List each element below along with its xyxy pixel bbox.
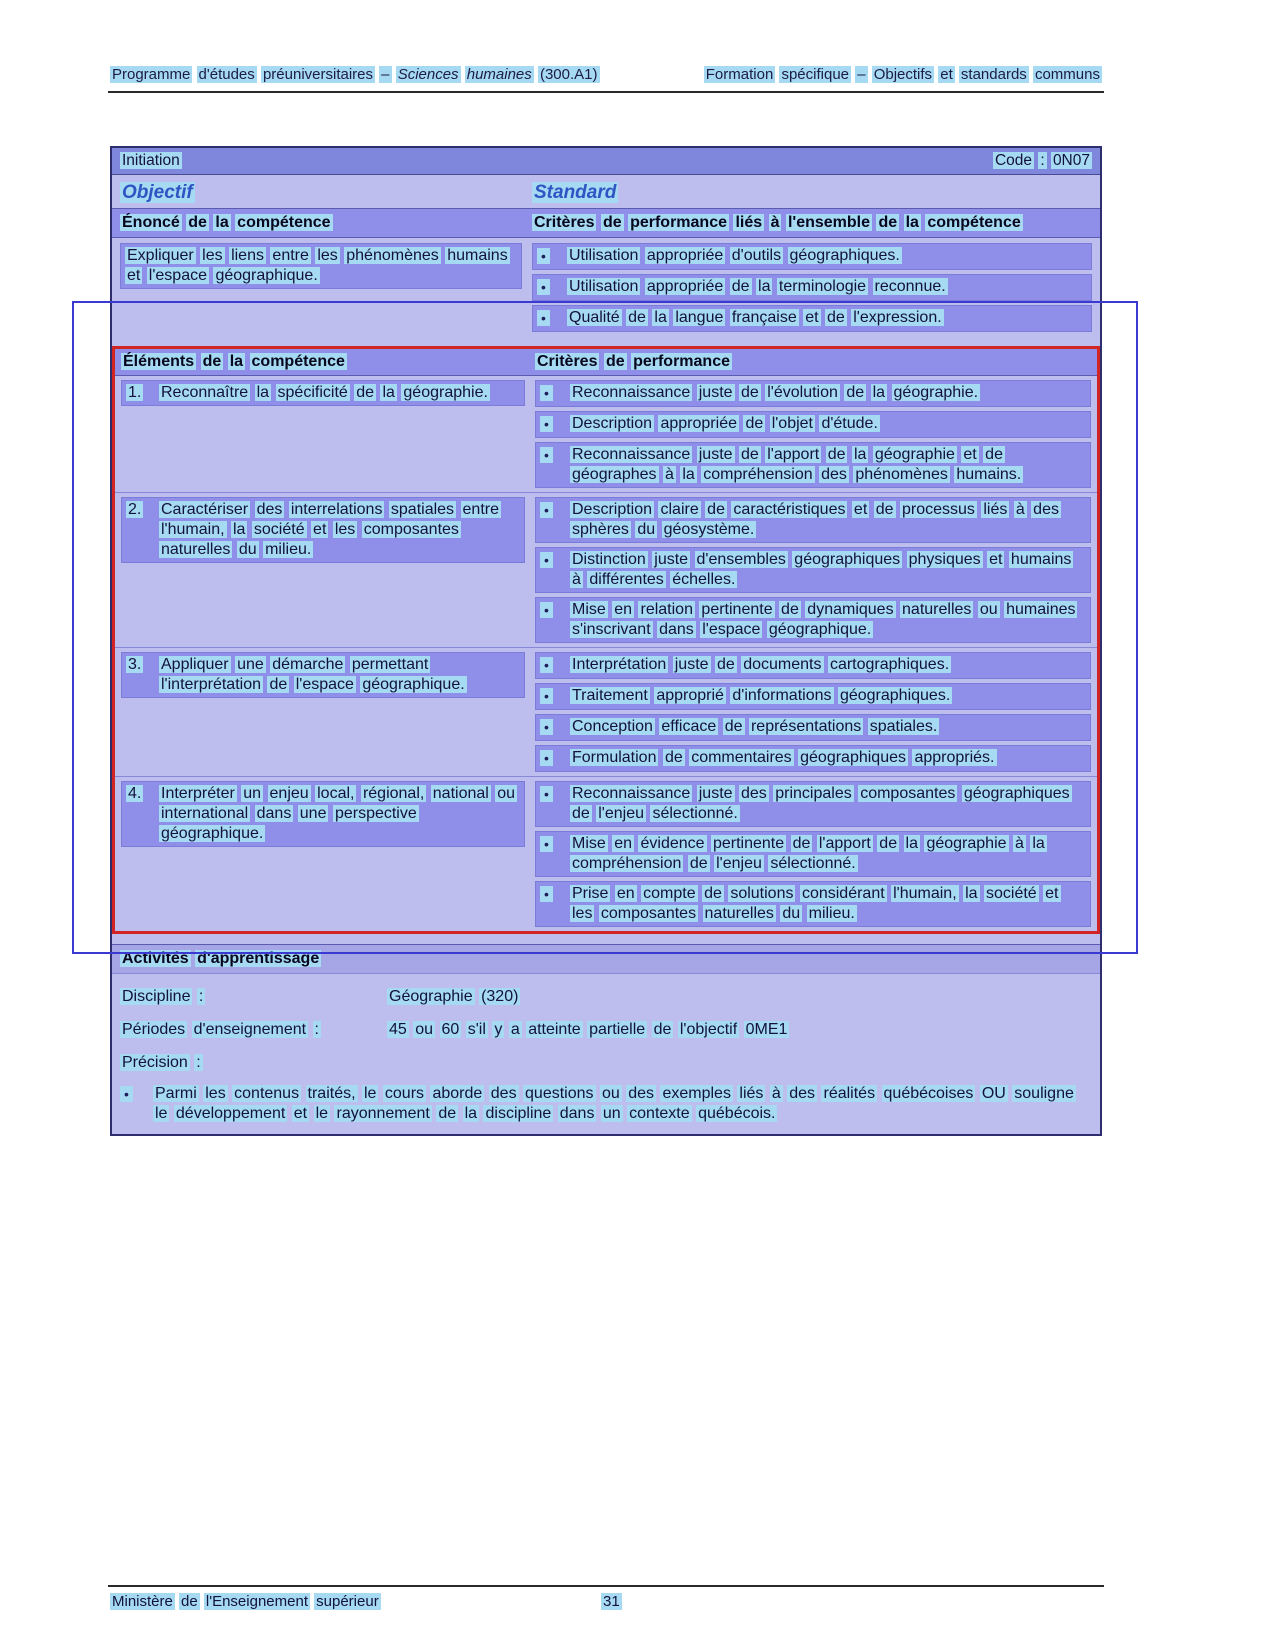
criterion-text: Mise en relation pertinente de dynamiques naturelles ou humaines s'inscrivant dans l'espace géographique. [572, 601, 1076, 638]
criterion-text: Conception efficace de représentations spatiales. [572, 718, 938, 735]
criterion-item [535, 881, 1091, 927]
bullet-icon: • [537, 310, 550, 326]
bullet-icon: • [540, 657, 553, 673]
criterion-text: Description claire de caractéristiques et de processus liés à des sphères du géosystème. [572, 501, 1059, 538]
elements-header: Éléments de la compétence [123, 353, 345, 370]
element-row [115, 492, 1097, 647]
element-text: Reconnaître la spécificité de la géographie. [161, 384, 488, 401]
enonce-text: Expliquer les liens entre les phénomènes humains et l'espace géographique. [120, 243, 522, 289]
precision-text: Parmi les contenus traités, le cours aborde des questions ou des exemples liés à des réalités québécoises OU souligne le développement et le rayonnement de la discipline dans un contexte québécois. [155, 1085, 1074, 1122]
element-row [115, 647, 1097, 776]
bullet-icon: • [540, 602, 553, 618]
performance-header: Critères de performance [537, 353, 730, 370]
bullet-icon: • [537, 279, 550, 295]
sheet-title: Initiation [122, 152, 180, 169]
discipline-row [112, 987, 1100, 1007]
standard-label: Standard [534, 182, 617, 203]
elements-section [112, 346, 1100, 934]
objectif-label: Objectif [122, 182, 193, 203]
periodes-value: 45 ou 60 s'il y a atteinte partielle de l'objectif 0ME1 [389, 1021, 788, 1038]
criterion-item [535, 442, 1091, 488]
bullet-icon: • [540, 552, 553, 568]
bullet-icon: • [540, 786, 553, 802]
criterion-item [535, 714, 1091, 741]
objective-sheet [110, 146, 1102, 1136]
element-row [115, 376, 1097, 492]
bullet-icon: • [540, 502, 553, 518]
periodes-label: Périodes d'enseignement : [122, 1021, 319, 1038]
bullet-icon: • [540, 416, 553, 432]
enonce-header: Énoncé de la compétence [122, 214, 331, 231]
global-competence-row [112, 238, 1100, 338]
sheet-code: Code : 0N07 [994, 152, 1090, 169]
footer-rule [108, 1585, 1104, 1587]
element-number: 1. [128, 384, 142, 401]
criterion-item [535, 380, 1091, 407]
element-text: Appliquer une démarche permettant l'interprétation de l'espace géographique. [161, 656, 465, 693]
precision-row [112, 1053, 1100, 1073]
header-rule [108, 91, 1104, 93]
criterion-text: Reconnaissance juste de l'apport de la géographie et de géographes à la compréhension des phénomènes humains. [572, 446, 1022, 483]
criterion-item [532, 243, 1092, 270]
element-number: 3. [128, 656, 142, 673]
sheet-title-band [112, 148, 1100, 175]
criterion-text: Description appropriée de l'objet d'étude. [572, 415, 878, 432]
periodes-row [112, 1020, 1100, 1040]
criterion-item [535, 411, 1091, 438]
element-text: Interpréter un enjeu local, régional, national ou international dans une perspective géographique. [161, 785, 516, 842]
page-header-left [110, 66, 600, 83]
discipline-label: Discipline : [122, 988, 204, 1005]
precision-bullet-row [112, 1084, 1100, 1134]
element-text: Caractériser des interrelations spatiales entre l'humain, la société et les composantes naturelles du milieu. [161, 501, 499, 558]
criteres-header: Critères de performance liés à l'ensemble de la compétence [534, 214, 1021, 231]
bullet-icon: • [540, 688, 553, 704]
header-left-program: Sciences humaines [397, 66, 532, 83]
criterion-text: Prise en compte de solutions considérant l'humain, la société et les composantes naturelles du milieu. [572, 885, 1059, 922]
criterion-item [532, 274, 1092, 301]
bullet-icon: • [540, 719, 553, 735]
header-left-code: (300.A1) [539, 66, 598, 83]
bullet-icon: • [120, 1086, 133, 1102]
criterion-text: Mise en évidence pertinente de l'apport de la géographie à la compréhension de l'enjeu sélectionné. [572, 835, 1045, 872]
criterion-text: Reconnaissance juste des principales composantes géographiques de l'enjeu sélectionné. [572, 785, 1070, 822]
element-number: 4. [128, 785, 142, 802]
criterion-text: Utilisation appropriée d'outils géographiques. [569, 247, 900, 264]
criterion-item [535, 597, 1091, 643]
criterion-text: Qualité de la langue française et de l'expression. [569, 309, 942, 326]
criterion-item [535, 497, 1091, 543]
criterion-item [535, 652, 1091, 679]
element-number: 2. [128, 501, 142, 518]
bullet-icon: • [540, 750, 553, 766]
elements-headers-row [115, 349, 1097, 376]
criterion-item [535, 781, 1091, 827]
bullet-icon: • [540, 385, 553, 401]
criterion-item [535, 683, 1091, 710]
criterion-item [535, 547, 1091, 593]
criterion-text: Interprétation juste de documents cartographiques. [572, 656, 950, 673]
bullet-icon: • [540, 836, 553, 852]
page-header-right: Formation spécifique – Objectifs et standards communs [705, 66, 1100, 83]
criterion-item [535, 831, 1091, 877]
footer-ministry: Ministère de l'Enseignement supérieur [112, 1593, 379, 1610]
criterion-text: Utilisation appropriée de la terminologie reconnue. [569, 278, 946, 295]
criterion-text: Traitement approprié d'informations géographiques. [572, 687, 951, 704]
criterion-item [532, 305, 1092, 332]
competence-headers-row [112, 208, 1100, 238]
page-header [110, 66, 1102, 83]
activites-header: Activités d'apprentissage [112, 944, 1100, 974]
criterion-text: Reconnaissance juste de l'évolution de la géographie. [572, 384, 979, 401]
header-left-prefix: Programme d'études préuniversitaires – [112, 66, 390, 83]
footer-page-number: 31 [603, 1593, 620, 1610]
bullet-icon: • [540, 886, 553, 902]
objectif-standard-row [112, 175, 1100, 208]
discipline-value: Géographie (320) [389, 988, 519, 1005]
criterion-text: Formulation de commentaires géographiques appropriés. [572, 749, 995, 766]
criterion-item [535, 745, 1091, 772]
element-row [115, 776, 1097, 931]
bullet-icon: • [537, 248, 550, 264]
criterion-text: Distinction juste d'ensembles géographiques physiques et humains à différentes échelles. [572, 551, 1072, 588]
precision-label: Précision : [122, 1054, 201, 1071]
bullet-icon: • [540, 447, 553, 463]
